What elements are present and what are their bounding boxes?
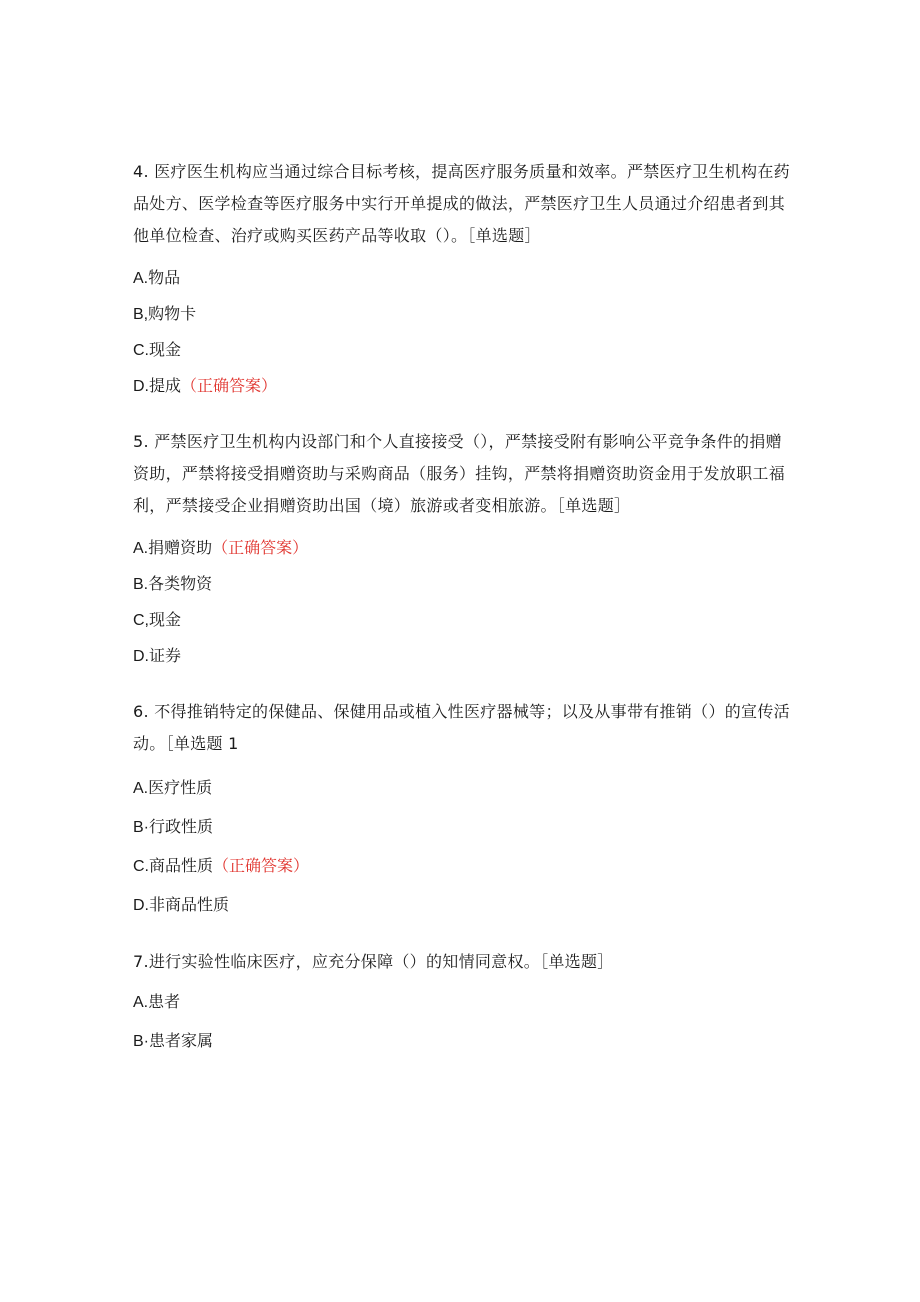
option-b	[133, 296, 793, 332]
option-list	[133, 768, 793, 924]
question-4	[133, 156, 793, 404]
option-d	[133, 885, 793, 924]
option-letter: C.	[133, 342, 149, 359]
document-page	[133, 156, 793, 1060]
option-letter: A.	[133, 780, 149, 797]
question-text: 6. 不得推销特定的保健品、保健用品或植入性医疗器械等；以及从事带有推销（）的宣传活动。［单选题 1	[133, 702, 790, 753]
option-a	[133, 260, 793, 296]
option-letter: A.	[133, 270, 149, 287]
option-text: 商品性质	[149, 856, 214, 875]
option-text: 现金	[149, 610, 182, 629]
option-b	[133, 807, 793, 846]
question-text: 7.进行实验性临床医疗，应充分保障（）的知情同意权。［单选题］	[133, 952, 614, 971]
option-letter: A.	[133, 994, 149, 1011]
option-a	[133, 982, 793, 1021]
option-letter: B·	[133, 819, 149, 836]
option-text: 现金	[149, 340, 182, 359]
option-c	[133, 602, 793, 638]
option-text: 提成	[149, 376, 182, 395]
option-text: 医疗性质	[148, 778, 213, 797]
option-text: 物品	[148, 268, 181, 287]
option-d	[133, 368, 793, 404]
option-text: 证券	[149, 646, 182, 665]
correct-answer-mark: （正确答案）	[181, 376, 278, 395]
option-text: 行政性质	[149, 817, 214, 836]
option-text: 各类物资	[148, 574, 213, 593]
option-list	[133, 982, 793, 1060]
option-letter: B,	[133, 306, 149, 323]
correct-answer-mark: （正确答案）	[213, 856, 310, 875]
option-b	[133, 1021, 793, 1060]
option-letter: B·	[133, 1033, 149, 1050]
option-list	[133, 260, 793, 404]
option-letter: A.	[133, 540, 149, 557]
question-text: 5. 严禁医疗卫生机构内设部门和个人直接接受（），严禁接受附有影响公平竞争条件的捐赠资助，严禁将接受捐赠资助与采购商品（服务）挂钩，严禁将捐赠资助资金用于发放职工福利，严禁接受企业捐赠资助出国（境）旅游或者变相旅游。［单选题］	[133, 432, 786, 515]
option-a	[133, 768, 793, 807]
option-d	[133, 638, 793, 674]
option-letter: D.	[133, 897, 149, 914]
question-7	[133, 946, 793, 1060]
option-letter: D.	[133, 648, 149, 665]
option-letter: C.	[133, 858, 149, 875]
option-text: 捐赠资助	[148, 538, 213, 557]
option-text: 患者家属	[149, 1031, 214, 1050]
option-c	[133, 846, 793, 885]
correct-answer-mark: （正确答案）	[212, 538, 309, 557]
question-5	[133, 426, 793, 674]
option-letter: C,	[133, 612, 149, 629]
option-text: 患者	[148, 992, 181, 1011]
option-text: 购物卡	[148, 304, 197, 323]
question-text: 4. 医疗医生机构应当通过综合目标考核，提高医疗服务质量和效率。严禁医疗卫生机构在药品处方、医学检查等医疗服务中实行开单提成的做法，严禁医疗卫生人员通过介绍患者到其他单位检查、治疗或购买医药产品等收取（）。［单选题］	[133, 162, 790, 245]
option-c	[133, 332, 793, 368]
option-text: 非商品性质	[149, 895, 230, 914]
option-letter: B.	[133, 576, 149, 593]
option-list	[133, 530, 793, 674]
question-6	[133, 696, 793, 924]
option-b	[133, 566, 793, 602]
option-letter: D.	[133, 378, 149, 395]
option-a	[133, 530, 793, 566]
